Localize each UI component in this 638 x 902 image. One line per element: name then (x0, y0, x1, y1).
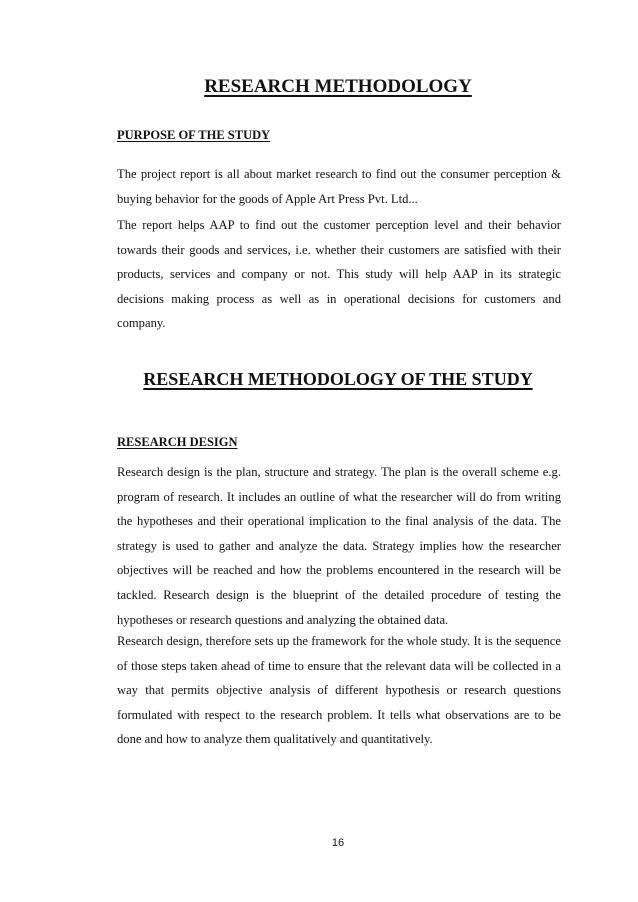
purpose-paragraph: The report helps AAP to find out the customer perception level and their behavior towards their goods and services, i.e. whether their customers are satisfied with their products, services and company or not. This study will help AAP in its strategic decisions making process as well as in operational decisions for customers and company. (117, 218, 561, 331)
page-title: RESEARCH METHODOLOGY (204, 76, 472, 97)
research-design-paragraph: Research design, therefore sets up the framework for the whole study. It is the sequence of those steps taken ahead of time to ensure that the relevant data will be collected in a way that permits objective analysis of different hypothesis or research questions formulated with respect to the research problem. It tells what observations are to be done and how to analyze them qualitatively and quantitatively. (117, 634, 561, 747)
page-number: 16 (331, 837, 345, 849)
research-design-heading: RESEARCH DESIGN (117, 435, 238, 449)
research-design-paragraph: Research design is the plan, structure and strategy. The plan is the overall scheme e.g. program of research. It includes an outline of what the researcher will do from writing the hypotheses and their operational implication to the final analysis of the data. The strategy is used to gather and analyze the data. Strategy implies how the researcher objectives will be reached and how the problems encountered in the research will be tackled. Research design is the blueprint of the detailed procedure of testing the hypotheses or research questions and analyzing the obtained data. (117, 465, 561, 627)
purpose-heading: PURPOSE OF THE STUDY (117, 128, 271, 142)
purpose-paragraph: The project report is all about market research to find out the consumer perception & buying behavior for the goods of Apple Art Press Pvt. Ltd... (117, 167, 561, 206)
methodology-title: RESEARCH METHODOLOGY OF THE STUDY (143, 369, 533, 389)
